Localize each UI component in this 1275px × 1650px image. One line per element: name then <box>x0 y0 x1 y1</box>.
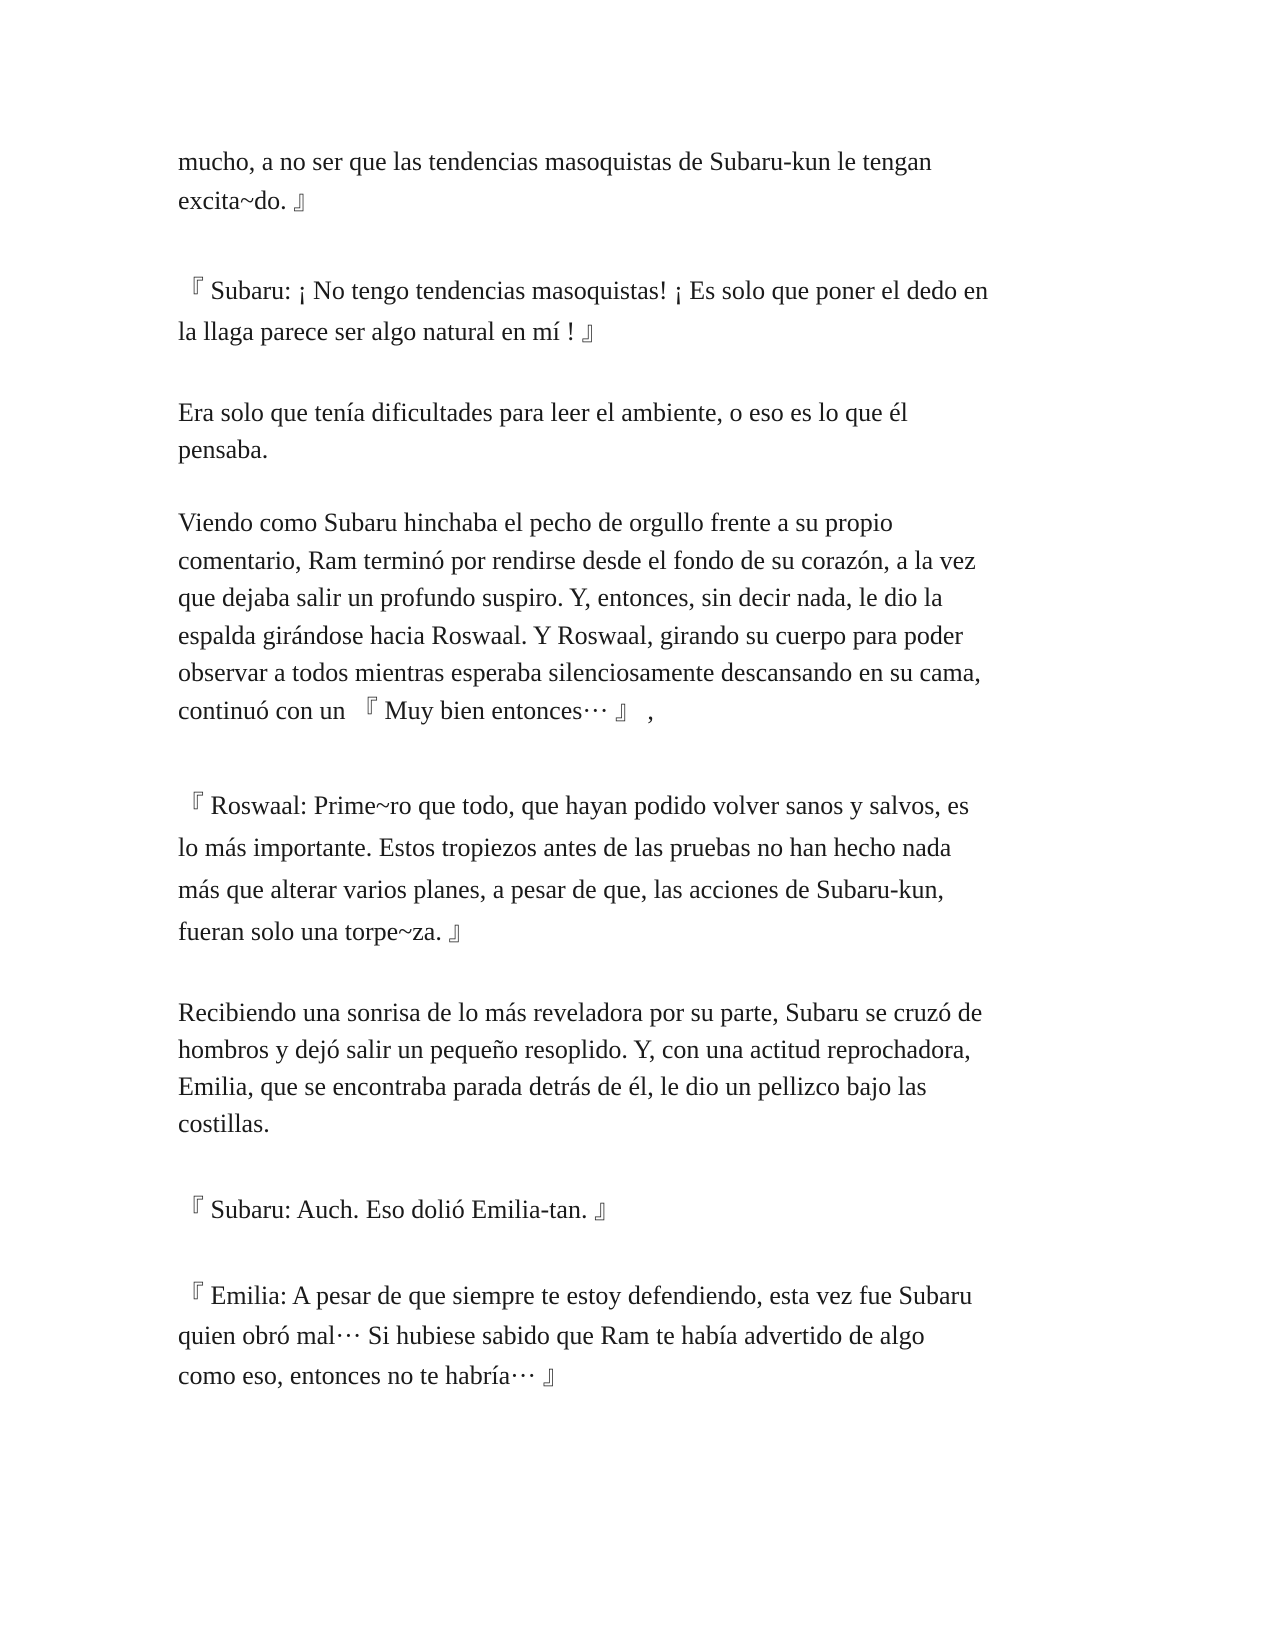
text-line: continuó con un 『 Muy bien entonces··· 』 , <box>178 695 654 725</box>
text-line: 『 Roswaal: Prime~ro que todo, que hayan podido volver sanos y salvos, es <box>178 791 970 820</box>
text-line: hombros y dejó salir un pequeño resoplido. Y, con una actitud reprochadora, <box>178 1035 971 1064</box>
text-line: comentario, Ram terminó por rendirse desde el fondo de su corazón, a la vez <box>178 545 976 575</box>
dialogue-paragraph <box>178 270 1098 352</box>
text-line: más que alterar varios planes, a pesar de que, las acciones de Subaru-kun, <box>178 875 944 904</box>
text-line: mucho, a no ser que las tendencias masoquistas de Subaru-kun le tengan <box>178 147 932 176</box>
text-line: lo más importante. Estos tropiezos antes de las pruebas no han hecho nada <box>178 833 952 862</box>
dialogue-paragraph <box>178 1276 1098 1396</box>
text-line: Era solo que tenía dificultades para leer el ambiente, o eso es lo que él <box>178 398 908 427</box>
paragraph <box>178 994 1098 1142</box>
text-line: Viendo como Subaru hinchaba el pecho de orgullo frente a su propio <box>178 508 893 537</box>
text-line: costillas. <box>178 1109 270 1138</box>
text-line: que dejaba salir un profundo suspiro. Y, entonces, sin decir nada, le dio la <box>178 583 943 612</box>
dialogue-paragraph <box>178 1190 1098 1230</box>
dialogue-paragraph <box>178 785 1098 953</box>
text-line: 『 Subaru: ¡ No tengo tendencias masoquistas! ¡ Es solo que poner el dedo en <box>178 276 989 305</box>
paragraph <box>178 142 1098 220</box>
text-line: 『 Emilia: A pesar de que siempre te estoy defendiendo, esta vez fue Subaru <box>178 1281 973 1310</box>
text-line: observar a todos mientras esperaba silenciosamente descansando en su cama, <box>178 658 981 687</box>
text-line: Emilia, que se encontraba parada detrás de él, le dio un pellizco bajo las <box>178 1072 927 1101</box>
text-line: excita~do. 』 <box>178 186 320 215</box>
text-line: espalda girándose hacia Roswaal. Y Roswaal, girando su cuerpo para poder <box>178 620 964 650</box>
text-line: fueran solo una torpe~za. 』 <box>178 917 475 946</box>
paragraph <box>178 394 1098 468</box>
paragraph <box>178 504 1098 729</box>
text-line: 『 Subaru: Auch. Eso dolió Emilia-tan. 』 <box>178 1195 620 1224</box>
text-line: pensaba. <box>178 435 269 464</box>
text-line: como eso, entonces no te habría··· 』 <box>178 1361 569 1390</box>
text-line: Recibiendo una sonrisa de lo más reveladora por su parte, Subaru se cruzó de <box>178 998 983 1027</box>
text-line: la llaga parece ser algo natural en mí ! 』 <box>178 317 608 346</box>
text-line: quien obró mal··· Si hubiese sabido que Ram te había advertido de algo <box>178 1321 925 1350</box>
